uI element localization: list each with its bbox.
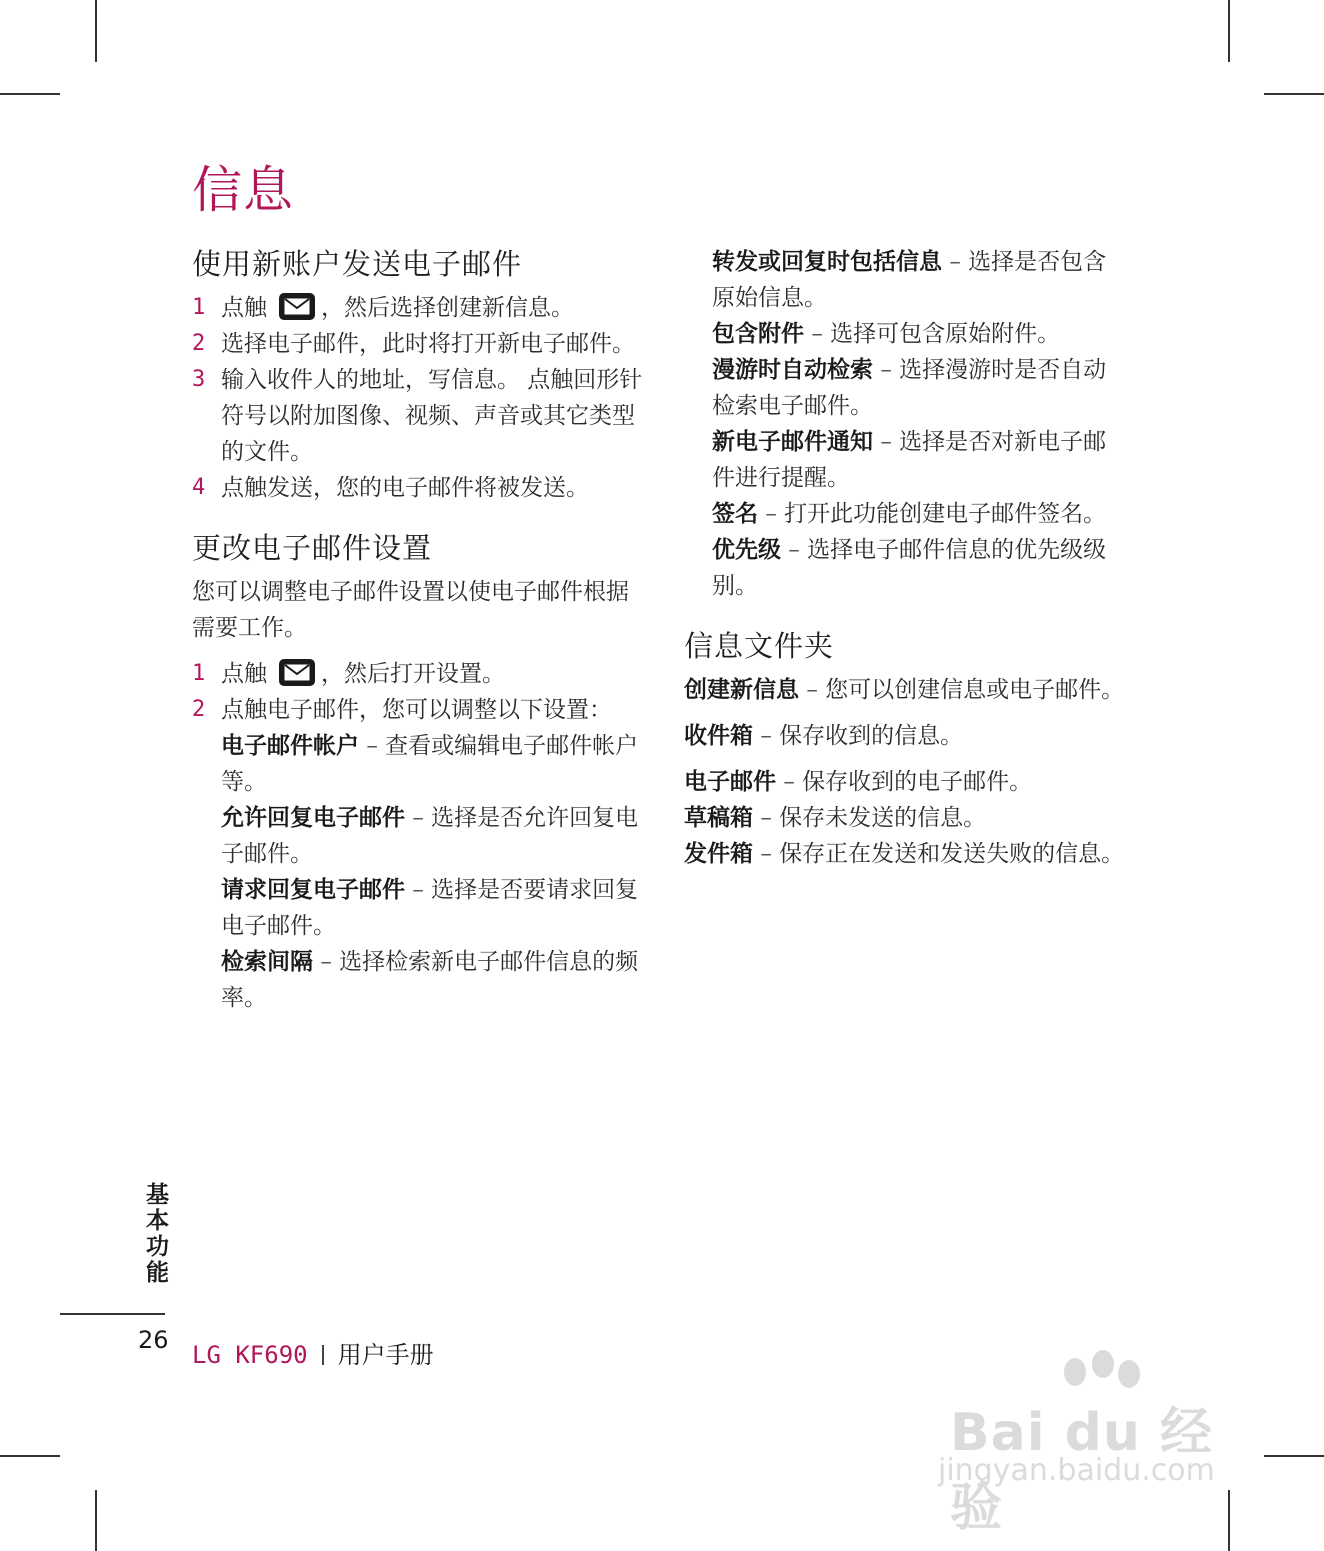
folder-desc: 您可以创建信息或电子邮件。: [825, 677, 1125, 703]
option-term: 包含附件: [712, 321, 804, 347]
footer-divider: [60, 1313, 165, 1315]
dash-separator: –: [412, 877, 424, 903]
option-desc: 选择电子邮件信息的优先级级别。: [712, 537, 1107, 599]
watermark-brand: Bai du 经验: [950, 1403, 1213, 1538]
setting-option: [712, 496, 1129, 532]
footer-model: LG KF690: [192, 1341, 308, 1369]
step-text: 点触: [221, 661, 267, 687]
step-number: 4: [192, 475, 206, 500]
option-desc: 选择是否对新电子邮件进行提醒。: [712, 429, 1107, 491]
list-item: [192, 692, 647, 728]
option-term: 电子邮件帐户: [221, 733, 359, 759]
setting-option: [712, 352, 1129, 424]
folder-item: [684, 764, 1129, 800]
option-desc: 选择检索新电子邮件信息的频率。: [221, 949, 639, 1011]
dash-separator: –: [811, 321, 823, 347]
setting-option: [712, 316, 1129, 352]
option-desc: 选择是否包含原始信息。: [712, 249, 1107, 311]
dash-separator: –: [320, 949, 332, 975]
folder-term: 创建新信息: [684, 677, 799, 703]
folder-term: 发件箱: [684, 841, 753, 867]
setting-option: [712, 424, 1129, 496]
option-desc: 查看或编辑电子邮件帐户等。: [221, 733, 639, 795]
crop-mark: [1264, 93, 1324, 95]
option-desc: 选择是否允许回复电子邮件。: [221, 805, 639, 867]
footer-separator: [322, 1345, 324, 1365]
option-term: 优先级: [712, 537, 781, 563]
dash-separator: –: [949, 249, 961, 275]
setting-option: [221, 728, 647, 800]
step-text: ，然后打开设置。: [321, 661, 505, 687]
crop-mark: [95, 1490, 97, 1551]
folder-item: [684, 672, 1129, 708]
option-term: 检索间隔: [221, 949, 313, 975]
left-column: [192, 244, 647, 1016]
crop-mark: [0, 93, 60, 95]
option-desc: 打开此功能创建电子邮件签名。: [784, 501, 1107, 527]
folder-term: 收件箱: [684, 723, 753, 749]
crop-mark: [1264, 1455, 1324, 1457]
settings-options-list: [192, 728, 647, 1016]
setting-option: [712, 532, 1129, 604]
setting-option: [221, 944, 647, 1016]
dash-separator: –: [806, 677, 818, 703]
page-title: 信息: [192, 161, 294, 219]
folder-item: [684, 800, 1129, 836]
list-item: [192, 656, 647, 692]
envelope-icon: [279, 659, 315, 686]
folder-desc: 保存未发送的信息。: [779, 805, 987, 831]
step-number: 1: [192, 661, 206, 686]
step-number: 2: [192, 331, 206, 356]
dash-separator: –: [760, 805, 772, 831]
dash-separator: –: [880, 357, 892, 383]
section-heading-new-account: 使用新账户发送电子邮件: [192, 247, 523, 281]
folder-term: 草稿箱: [684, 805, 753, 831]
option-term: 签名: [712, 501, 758, 527]
step-number: 3: [192, 367, 206, 392]
section-heading-folders: 信息文件夹: [684, 629, 835, 663]
dash-separator: –: [783, 769, 795, 795]
step-number: 1: [192, 295, 206, 320]
folder-desc: 保存收到的信息。: [779, 723, 964, 749]
settings-options-continued: [684, 244, 1129, 604]
dash-separator: –: [412, 805, 424, 831]
list-item: [192, 362, 647, 470]
folder-desc: 保存收到的电子邮件。: [802, 769, 1033, 795]
section-intro: 您可以调整电子邮件设置以使电子邮件根据需要工作。: [192, 579, 629, 641]
footer-manual-title: 用户手册: [337, 1341, 434, 1369]
step-text: 点触电子邮件，您可以调整以下设置：: [221, 697, 612, 723]
side-chapter-tab: 基本功能: [142, 1182, 168, 1286]
step-text: ，然后选择创建新信息。: [321, 295, 574, 321]
option-term: 新电子邮件通知: [712, 429, 873, 455]
dash-separator: –: [760, 723, 772, 749]
dash-separator: –: [366, 733, 378, 759]
step-text: 点触发送，您的电子邮件将被发送。: [221, 475, 589, 501]
setting-option: [712, 244, 1129, 316]
dash-separator: –: [788, 537, 800, 563]
folder-term: 电子邮件: [684, 769, 776, 795]
option-term: 转发或回复时包括信息: [712, 249, 942, 275]
list-item: [192, 326, 647, 362]
section-heading-change-settings: 更改电子邮件设置: [192, 531, 433, 565]
watermark-url: jingyan.baidu.com: [938, 1453, 1215, 1488]
option-desc: 选择可包含原始附件。: [830, 321, 1061, 347]
dash-separator: –: [880, 429, 892, 455]
page-number: 26: [138, 1326, 169, 1354]
crop-mark: [1228, 0, 1230, 62]
folder-item: [684, 836, 1129, 872]
list-item: [192, 470, 647, 506]
dash-separator: –: [765, 501, 777, 527]
option-desc: 选择是否要请求回复电子邮件。: [221, 877, 639, 939]
setting-option: [221, 872, 647, 944]
setting-option: [221, 800, 647, 872]
option-desc: 选择漫游时是否自动检索电子邮件。: [712, 357, 1107, 419]
crop-mark: [95, 0, 97, 62]
step-number: 2: [192, 697, 206, 722]
envelope-icon: [279, 293, 315, 320]
footer: [192, 1335, 434, 1370]
step-text: 点触: [221, 295, 267, 321]
baidu-watermark: [930, 1350, 1250, 1538]
right-column: [684, 244, 1129, 872]
option-term: 漫游时自动检索: [712, 357, 873, 383]
option-term: 允许回复电子邮件: [221, 805, 405, 831]
folder-desc: 保存正在发送和发送失败的信息。: [779, 841, 1125, 867]
dash-separator: –: [760, 841, 772, 867]
folder-item: [684, 718, 1129, 754]
option-term: 请求回复电子邮件: [221, 877, 405, 903]
step-text: 输入收件人的地址，写信息。 点触回形针符号以附加图像、视频、声音或其它类型的文件。: [221, 367, 643, 465]
step-text: 选择电子邮件，此时将打开新电子邮件。: [221, 331, 635, 357]
list-item: [192, 290, 647, 326]
crop-mark: [0, 1455, 60, 1457]
